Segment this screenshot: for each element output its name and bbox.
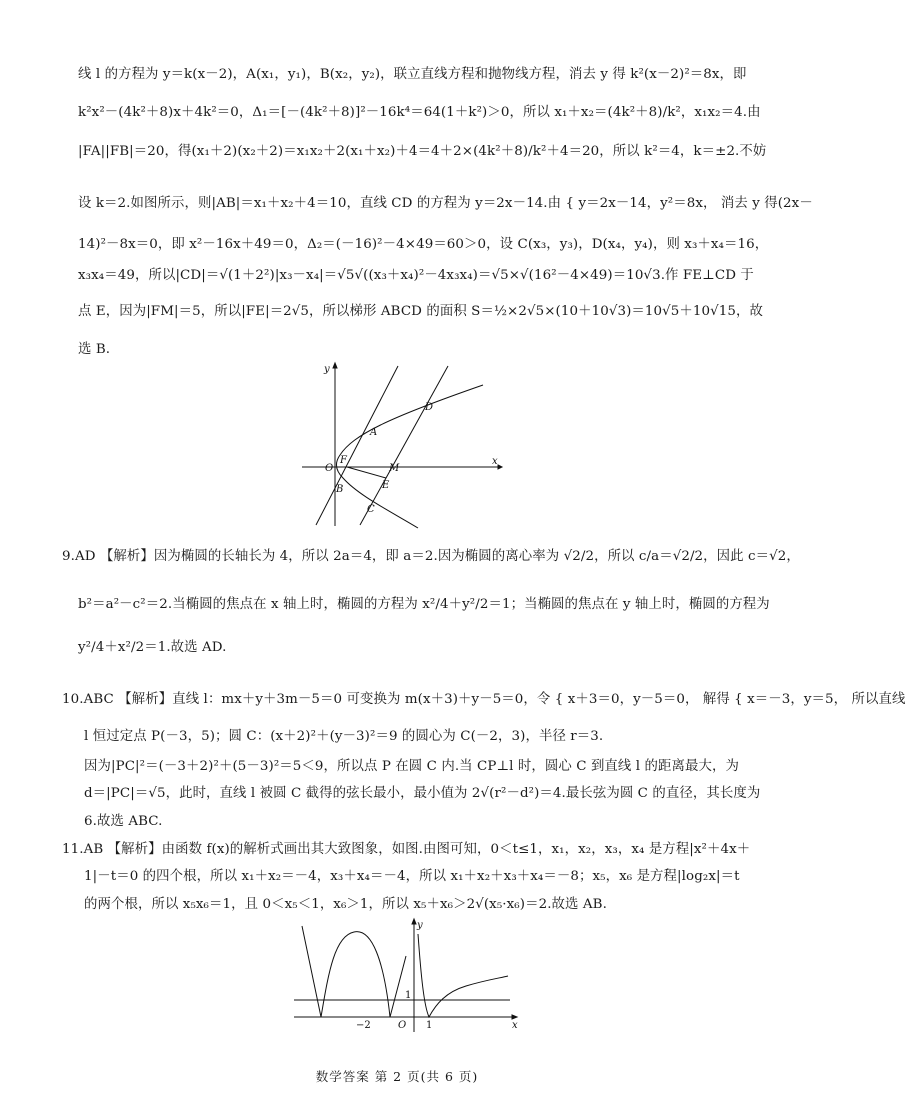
fig2-label-y: y [417, 920, 423, 931]
x-axis-arrow [512, 1015, 517, 1019]
q9-line-1: 9.AD 【解析】因为椭圆的长轴长为 4，所以 2a＝4，即 a＝2.因为椭圆的离心率为 √2/2，所以 c/a＝√2/2，因此 c＝√2， [62, 549, 800, 564]
y-axis-arrow [333, 363, 337, 368]
fig1-label-f: F [340, 455, 347, 466]
q8-line-3: |FA||FB|＝20，得(x₁＋2)(x₂＋2)＝x₁x₂＋2(x₁＋x₂)＋4＝4＋2×(4k²＋8)/k²＋4＝20，所以 k²＝4，k＝±2.不妨 [78, 144, 767, 159]
fig2-label-neg2: −2 [356, 1020, 371, 1031]
q10-line-5: 6.故选 ABC. [84, 814, 163, 829]
abs-log-curve [418, 934, 508, 1017]
fig1-label-x: x [492, 456, 498, 467]
q8-line-5: 14)²－8x＝0，即 x²－16x＋49＝0，Δ₂＝(－16)²－4×49＝60＞0，设 C(x₃，y₃)，D(x₄，y₄)，则 x₃＋x₄＝16， [78, 237, 769, 252]
fig1-label-a: A [370, 427, 378, 438]
q11-line-1: 11.AB 【解析】由函数 f(x)的解析式画出其大致图象，如图.由图可知，0＜t≤1，x₁，x₂，x₃，x₄ 是方程|x²＋4x＋ [62, 842, 751, 857]
q8-line-1: 线 l 的方程为 y＝k(x－2)，A(x₁，y₁)，B(x₂，y₂)，联立直线方程和抛物线方程，消去 y 得 k²(x－2)²＝8x，即 [78, 67, 747, 82]
y-axis-arrow [412, 919, 416, 924]
line-ab [316, 366, 398, 525]
q9-line-2: b²＝a²－c²＝2.当椭圆的焦点在 x 轴上时，椭圆的方程为 x²/4＋y²/2＝1；当椭圆的焦点在 y 轴上时，椭圆的方程为 [78, 597, 770, 612]
q11-line-2: 1|－t＝0 的四个根，所以 x₁＋x₂＝－4，x₃＋x₄＝－4，所以 x₁＋x₂＋x₃＋x₄＝－8；x₅，x₆ 是方程|log₂x|＝t [84, 869, 740, 884]
fig1-label-e: E [382, 480, 390, 491]
fig2-label-1-y: 1 [405, 990, 412, 1001]
q10-line-2: l 恒过定点 P(－3，5)；圆 C：(x＋2)²＋(y－3)²＝9 的圆心为 C(－2，3)，半径 r＝3. [84, 729, 604, 744]
q8-line-2: k²x²－(4k²＋8)x＋4k²＝0，Δ₁＝[－(4k²＋8)]²－16k⁴＝64(1＋k²)＞0，所以 x₁＋x₂＝(4k²＋8)/k²，x₁x₂＝4.由 [78, 105, 761, 120]
fig1-label-d: D [425, 402, 434, 413]
segment-fe [347, 467, 386, 478]
fig2-label-1-x: 1 [426, 1020, 433, 1031]
fig1-label-c: C [367, 504, 375, 515]
q10-line-3: 因为|PC|²＝(－3＋2)²＋(5－3)²＝5＜9，所以点 P 在圆 C 内.当 CP⊥l 时，圆心 C 到直线 l 的距离最大，为 [84, 759, 739, 774]
line-cd [360, 366, 448, 525]
q9-line-3: y²/4＋x²/2＝1.故选 AD. [78, 640, 227, 655]
q8-line-4: 设 k＝2.如图所示，则|AB|＝x₁＋x₂＋4＝10，直线 CD 的方程为 y＝2x－14.由 { y＝2x－14，y²＝8x， 消去 y 得(2x－ [78, 196, 813, 211]
q11-line-3: 的两个根，所以 x₅x₆＝1，且 0＜x₅＜1，x₆＞1，所以 x₅＋x₆＞2√(x₅·x₆)＝2.故选 AB. [84, 897, 607, 912]
fig2-label-o: O [398, 1020, 407, 1031]
page-footer: 数学答案 第 2 页(共 6 页) [315, 1069, 479, 1084]
q8-line-6: x₃x₄＝49，所以|CD|＝√(1＋2²)|x₃－x₄|＝√5√((x₃＋x₄)²－4x₃x₄)＝√5×√(16²－4×49)＝10√3.作 FE⊥CD 于 [78, 268, 754, 283]
abs-quadratic-curve [302, 926, 406, 1017]
parabola-curve [337, 385, 483, 528]
function-figure [286, 916, 526, 1036]
fig1-label-b: B [336, 484, 344, 495]
q10-line-1: 10.ABC 【解析】直线 l：mx＋y＋3m－5＝0 可变换为 m(x＋3)＋y－5＝0，令 { x＋3＝0，y－5＝0， 解得 { x＝－3，y＝5， 所以直线 [62, 692, 905, 707]
fig1-label-o: O [325, 463, 334, 474]
fig1-label-y: y [324, 364, 330, 375]
q10-line-4: d＝|PC|＝√5，此时，直线 l 被圆 C 截得的弦长最小，最小值为 2√(r²－d²)＝4.最长弦为圆 C 的直径，其长度为 [84, 786, 761, 801]
parabola-figure [298, 360, 510, 530]
q8-line-7: 点 E，因为|FM|＝5，所以|FE|＝2√5，所以梯形 ABCD 的面积 S＝½×2√5×(10＋10√3)＝10√5＋10√15，故 [78, 304, 763, 319]
q8-line-8: 选 B. [78, 342, 111, 357]
fig2-label-x: x [512, 1020, 518, 1031]
fig1-label-m: M [389, 463, 400, 474]
x-axis-arrow [498, 465, 502, 469]
